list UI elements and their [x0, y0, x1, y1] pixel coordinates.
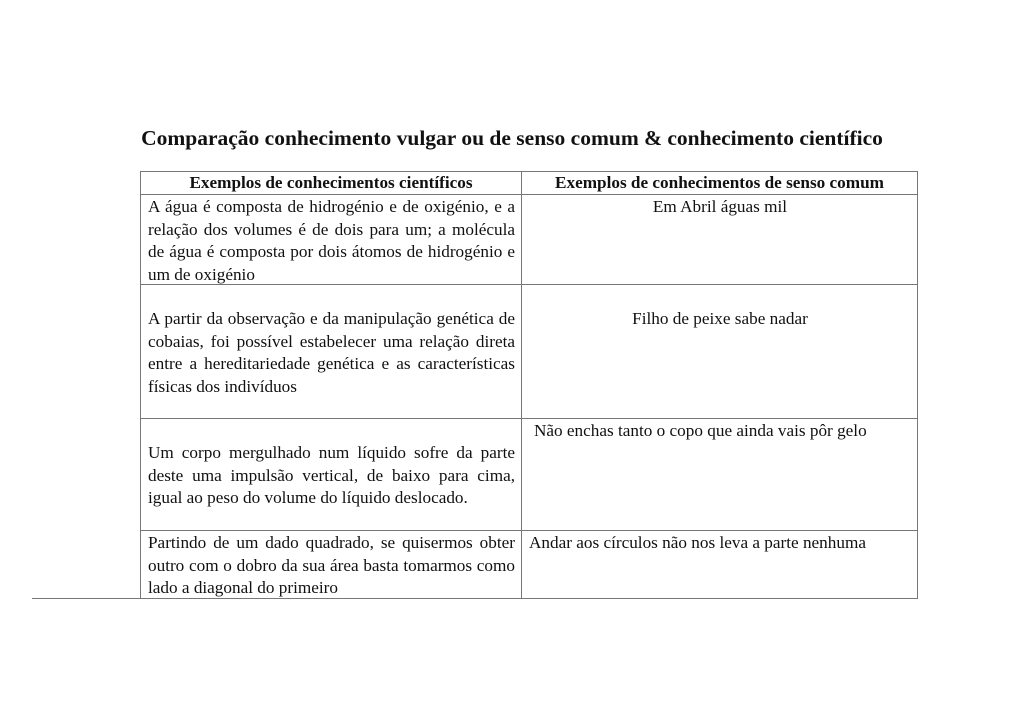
- header-common: Exemplos de conhecimentos de senso comum: [555, 173, 884, 192]
- table-cell-common: Andar aos círculos não nos leva a parte nenhuma: [529, 533, 866, 552]
- table-cell-common: Filho de peixe sabe nadar: [632, 309, 808, 328]
- table-cell-scientific: Um corpo mergulhado num líquido sofre da parte deste uma impulsão vertical, de baixo para cima, igual ao peso do volume do líquido deslocado.: [148, 443, 515, 507]
- table-cell-common: Em Abril águas mil: [652, 197, 788, 216]
- header-scientific: Exemplos de conhecimentos científicos: [189, 173, 473, 192]
- table-cell-scientific: A partir da observação e da manipulação genética de cobaias, foi possível estabelecer uma relação direta entre a hereditariedade genética e as características físicas dos indivíduos: [148, 309, 515, 396]
- table-cell-common: Não enchas tanto o copo que ainda vais pôr gelo: [534, 421, 867, 440]
- document-title: Comparação conhecimento vulgar ou de senso comum & conhecimento científico: [141, 126, 883, 150]
- table-cell-scientific: Partindo de um dado quadrado, se quisermos obter outro com o dobro da sua área basta tomarmos como lado a diagonal do primeiro: [148, 533, 515, 597]
- table-cell-scientific: A água é composta de hidrogénio e de oxigénio, e a relação dos volumes é de dois para um; a molécula de água é composta por dois átomos de hidrogénio e um de oxigénio: [148, 197, 515, 284]
- column-divider: [917, 171, 918, 599]
